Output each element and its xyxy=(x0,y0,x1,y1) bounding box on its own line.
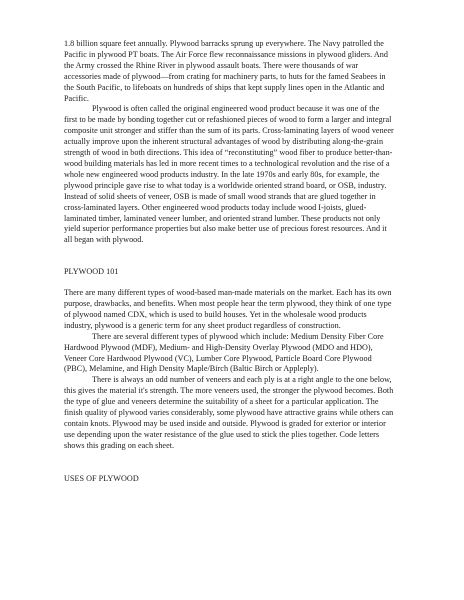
paragraph-veneer-construction: There is always an odd number of veneers and each ply is at a right angle to the one below, this gives the material it's strength. The more veneers used, the stronger the plywood becomes. Both the type of glue and veneers determine the suitability of a sheet for a particular application. The finish quality of plywood varies considerably, some plywood have attractive grains while others can contain knots. Plywood may be used inside and outside. Plywood is graded for exterior or interior use depending upon the water resistance of the glue used to stick the plies together. Code letters shows this grading on each sheet. xyxy=(64,375,394,450)
section-spacer xyxy=(64,452,394,474)
heading-uses-of-plywood: USES OF PLYWOOD xyxy=(64,473,139,483)
paragraph-wartime-uses: 1.8 billion square feet annually. Plywood barracks sprung up everywhere. The Navy patrolled the Pacific in plywood PT boats. The Air Force flew reconnaissance missions in plywood gliders. And the Army crossed the Rhine River in plywood assault boats. There were thousands of war accessories made of plywood—from crating for machinery parts, to huts for the famed Seabees in the South Pacific, to lifeboats on hundreds of ships that kept supply lines open in the Atlantic and Pacific. xyxy=(64,39,388,103)
paragraph-plywood-types: There are several different types of plywood which include: Medium Density Fiber Core Hardwood Plywood (MDF), Medium- and High-Density Overlay Plywood (MDO and HDO), Veneer Core Hardwood Plywood (VC), Lumber Core Plywood, Particle Board Core Plywood (PBC), Melamine, and High Density Maple/Birch (Baltic Birch or Appleply). xyxy=(64,331,384,374)
document-body xyxy=(64,39,394,485)
section-spacer xyxy=(64,246,394,267)
heading-plywood-101: PLYWOOD 101 xyxy=(64,267,119,277)
paragraph-material-types: There are many different types of wood-based man-made materials on the market. Each has its own purpose, drawbacks, and benefits. When most people hear the term plywood, they think of one type of plywood named CDX, which is used to build houses. Yet in the wholesale wood products industry, plywood is a generic term for any sheet product regardless of construction. xyxy=(64,288,392,330)
paragraph-engineered-wood: Plywood is often called the original engineered wood product because it was one of the first to be made by bonding together cut or refashioned pieces of wood to form a larger and integral composite unit stronger and stiffer than the sum of its parts. Cross-laminating layers of wood veneer actually improve upon the inherent structural advantages of wood by distributing along-the-grain strength of wood in both directions. This idea of “reconstituting” wood fiber to produce better-than-wood building materials has led in more recent times to a technological revolution and the rise of a whole new engineered wood products industry. In the late 1970s and early 80s, for example, the plywood principle gave rise to what today is a worldwide oriented strand board, or OSB, industry. Instead of solid sheets of veneer, OSB is made of small wood strands that are glued together in cross-laminated layers. Other engineered wood products today include wood I-joists, glued-laminated timber, laminated veneer lumber, and oriented strand lumber. These products not only yield superior performance properties but also make better use of precious forest resources. And it all began with plywood. xyxy=(64,104,394,245)
section-spacer xyxy=(64,278,394,288)
